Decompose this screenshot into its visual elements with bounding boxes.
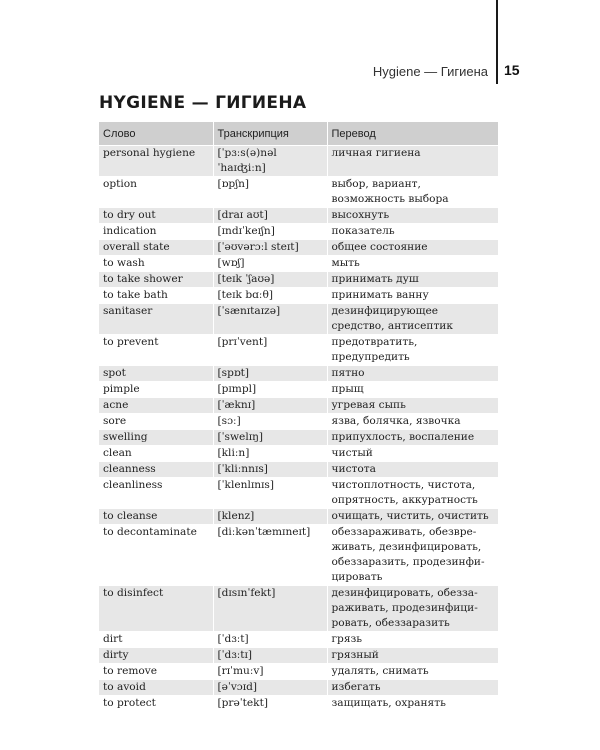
cell-transcription: [teɪk bɑːθ]: [213, 288, 327, 304]
cell-word: overall state: [99, 240, 213, 256]
cell-word: to prevent: [99, 335, 213, 366]
table-row: [99, 414, 498, 430]
column-header-translation: Перевод: [327, 122, 498, 146]
cell-transcription: [ɪndɪˈkeɪʃn]: [213, 224, 327, 240]
cell-translation: мыть: [327, 256, 498, 272]
cell-transcription: [draɪ aʊt]: [213, 208, 327, 224]
cell-word: to cleanse: [99, 509, 213, 525]
cell-word: cleanliness: [99, 478, 213, 509]
cell-transcription: [sɔː]: [213, 414, 327, 430]
cell-word: to decontaminate: [99, 525, 213, 586]
table-row: [99, 430, 498, 446]
cell-word: pimple: [99, 382, 213, 398]
table-row: [99, 177, 498, 208]
cell-transcription: [ˈsænɪtaɪzə]: [213, 304, 327, 335]
cell-transcription: [ˈpɜːs(ə)nəl ˈhaɪʤiːn]: [213, 146, 327, 177]
table-row: [99, 398, 498, 414]
table-row: [99, 632, 498, 648]
table-row: [99, 366, 498, 382]
cell-translation: показатель: [327, 224, 498, 240]
table-row: [99, 288, 498, 304]
cell-word: dirt: [99, 632, 213, 648]
cell-translation: общее состояние: [327, 240, 498, 256]
cell-translation: прыщ: [327, 382, 498, 398]
running-title: Hygiene — Гигиена: [372, 64, 488, 79]
cell-translation: высохнуть: [327, 208, 498, 224]
cell-word: acne: [99, 398, 213, 414]
cell-word: to dry out: [99, 208, 213, 224]
cell-translation: угревая сыпь: [327, 398, 498, 414]
vocabulary-table: [99, 122, 498, 711]
cell-translation: личная гигиена: [327, 146, 498, 177]
cell-word: indication: [99, 224, 213, 240]
cell-word: to protect: [99, 696, 213, 712]
cell-transcription: [klenz]: [213, 509, 327, 525]
cell-translation: дезинфицировать, обеззараживать, продезинфицировать, обеззаразить: [327, 586, 498, 632]
cell-word: personal hygiene: [99, 146, 213, 177]
cell-transcription: [ˈswelɪŋ]: [213, 430, 327, 446]
cell-transcription: [prəˈtekt]: [213, 696, 327, 712]
cell-transcription: [ˈklenlɪnɪs]: [213, 478, 327, 509]
table-row: [99, 680, 498, 696]
cell-translation: чистоплотность, чистота, опрятность, аккуратность: [327, 478, 498, 509]
cell-translation: очищать, чистить, очистить: [327, 509, 498, 525]
cell-transcription: [spɒt]: [213, 366, 327, 382]
cell-transcription: [ˈəʊvərɔːl steɪt]: [213, 240, 327, 256]
table-header-row: [99, 122, 498, 146]
table-row: [99, 382, 498, 398]
cell-word: to avoid: [99, 680, 213, 696]
table-row: [99, 272, 498, 288]
cell-translation: принимать душ: [327, 272, 498, 288]
cell-word: to disinfect: [99, 586, 213, 632]
cell-transcription: [ˈæknɪ]: [213, 398, 327, 414]
cell-word: to remove: [99, 664, 213, 680]
cell-transcription: [ˈdɜːt]: [213, 632, 327, 648]
table-row: [99, 462, 498, 478]
table-row: [99, 696, 498, 712]
cell-word: option: [99, 177, 213, 208]
cell-word: cleanness: [99, 462, 213, 478]
table-row: [99, 525, 498, 586]
cell-word: spot: [99, 366, 213, 382]
cell-word: dirty: [99, 648, 213, 664]
column-header-transcription: Транскрипция: [213, 122, 327, 146]
page-number: 15: [504, 62, 520, 78]
cell-word: to take shower: [99, 272, 213, 288]
cell-word: swelling: [99, 430, 213, 446]
cell-translation: грязь: [327, 632, 498, 648]
cell-translation: избегать: [327, 680, 498, 696]
table-row: [99, 586, 498, 632]
cell-translation: удалять, снимать: [327, 664, 498, 680]
table-row: [99, 335, 498, 366]
table-row: [99, 208, 498, 224]
cell-translation: принимать ванну: [327, 288, 498, 304]
cell-transcription: [pɪmpl]: [213, 382, 327, 398]
cell-translation: припухлость, воспаление: [327, 430, 498, 446]
cell-transcription: [ˈkliːnnɪs]: [213, 462, 327, 478]
cell-translation: чистота: [327, 462, 498, 478]
section-title: HYGIENE — ГИГИЕНА: [99, 93, 307, 113]
cell-translation: грязный: [327, 648, 498, 664]
cell-transcription: [dɪsɪnˈfekt]: [213, 586, 327, 632]
cell-word: to wash: [99, 256, 213, 272]
table-row: [99, 240, 498, 256]
table-row: [99, 146, 498, 177]
cell-transcription: [teɪk ˈʃaʊə]: [213, 272, 327, 288]
cell-transcription: [kliːn]: [213, 446, 327, 462]
table-row: [99, 648, 498, 664]
cell-transcription: [rɪˈmuːv]: [213, 664, 327, 680]
cell-translation: дезинфицирующее средство, антисептик: [327, 304, 498, 335]
table-row: [99, 446, 498, 462]
cell-transcription: [prɪˈvent]: [213, 335, 327, 366]
cell-translation: защищать, охранять: [327, 696, 498, 712]
table-row: [99, 664, 498, 680]
cell-word: sore: [99, 414, 213, 430]
cell-word: clean: [99, 446, 213, 462]
cell-translation: выбор, вариант, возможность выбора: [327, 177, 498, 208]
cell-word: to take bath: [99, 288, 213, 304]
table-row: [99, 256, 498, 272]
cell-transcription: [ˈdɜːtɪ]: [213, 648, 327, 664]
table-row: [99, 304, 498, 335]
table-row: [99, 509, 498, 525]
cell-transcription: [diːkənˈtæmɪneɪt]: [213, 525, 327, 586]
cell-translation: предотвратить, предупредить: [327, 335, 498, 366]
cell-translation: чистый: [327, 446, 498, 462]
cell-translation: обеззараживать, обезвреживать, дезинфицировать, обеззаразить, продезинфицировать: [327, 525, 498, 586]
header-rule: [496, 0, 498, 84]
table-row: [99, 478, 498, 509]
cell-transcription: [əˈvɔɪd]: [213, 680, 327, 696]
column-header-word: Слово: [99, 122, 213, 146]
table-row: [99, 224, 498, 240]
cell-word: sanitaser: [99, 304, 213, 335]
cell-transcription: [ɒpʃn]: [213, 177, 327, 208]
cell-translation: пятно: [327, 366, 498, 382]
cell-translation: язва, болячка, язвочка: [327, 414, 498, 430]
cell-transcription: [wɒʃ]: [213, 256, 327, 272]
